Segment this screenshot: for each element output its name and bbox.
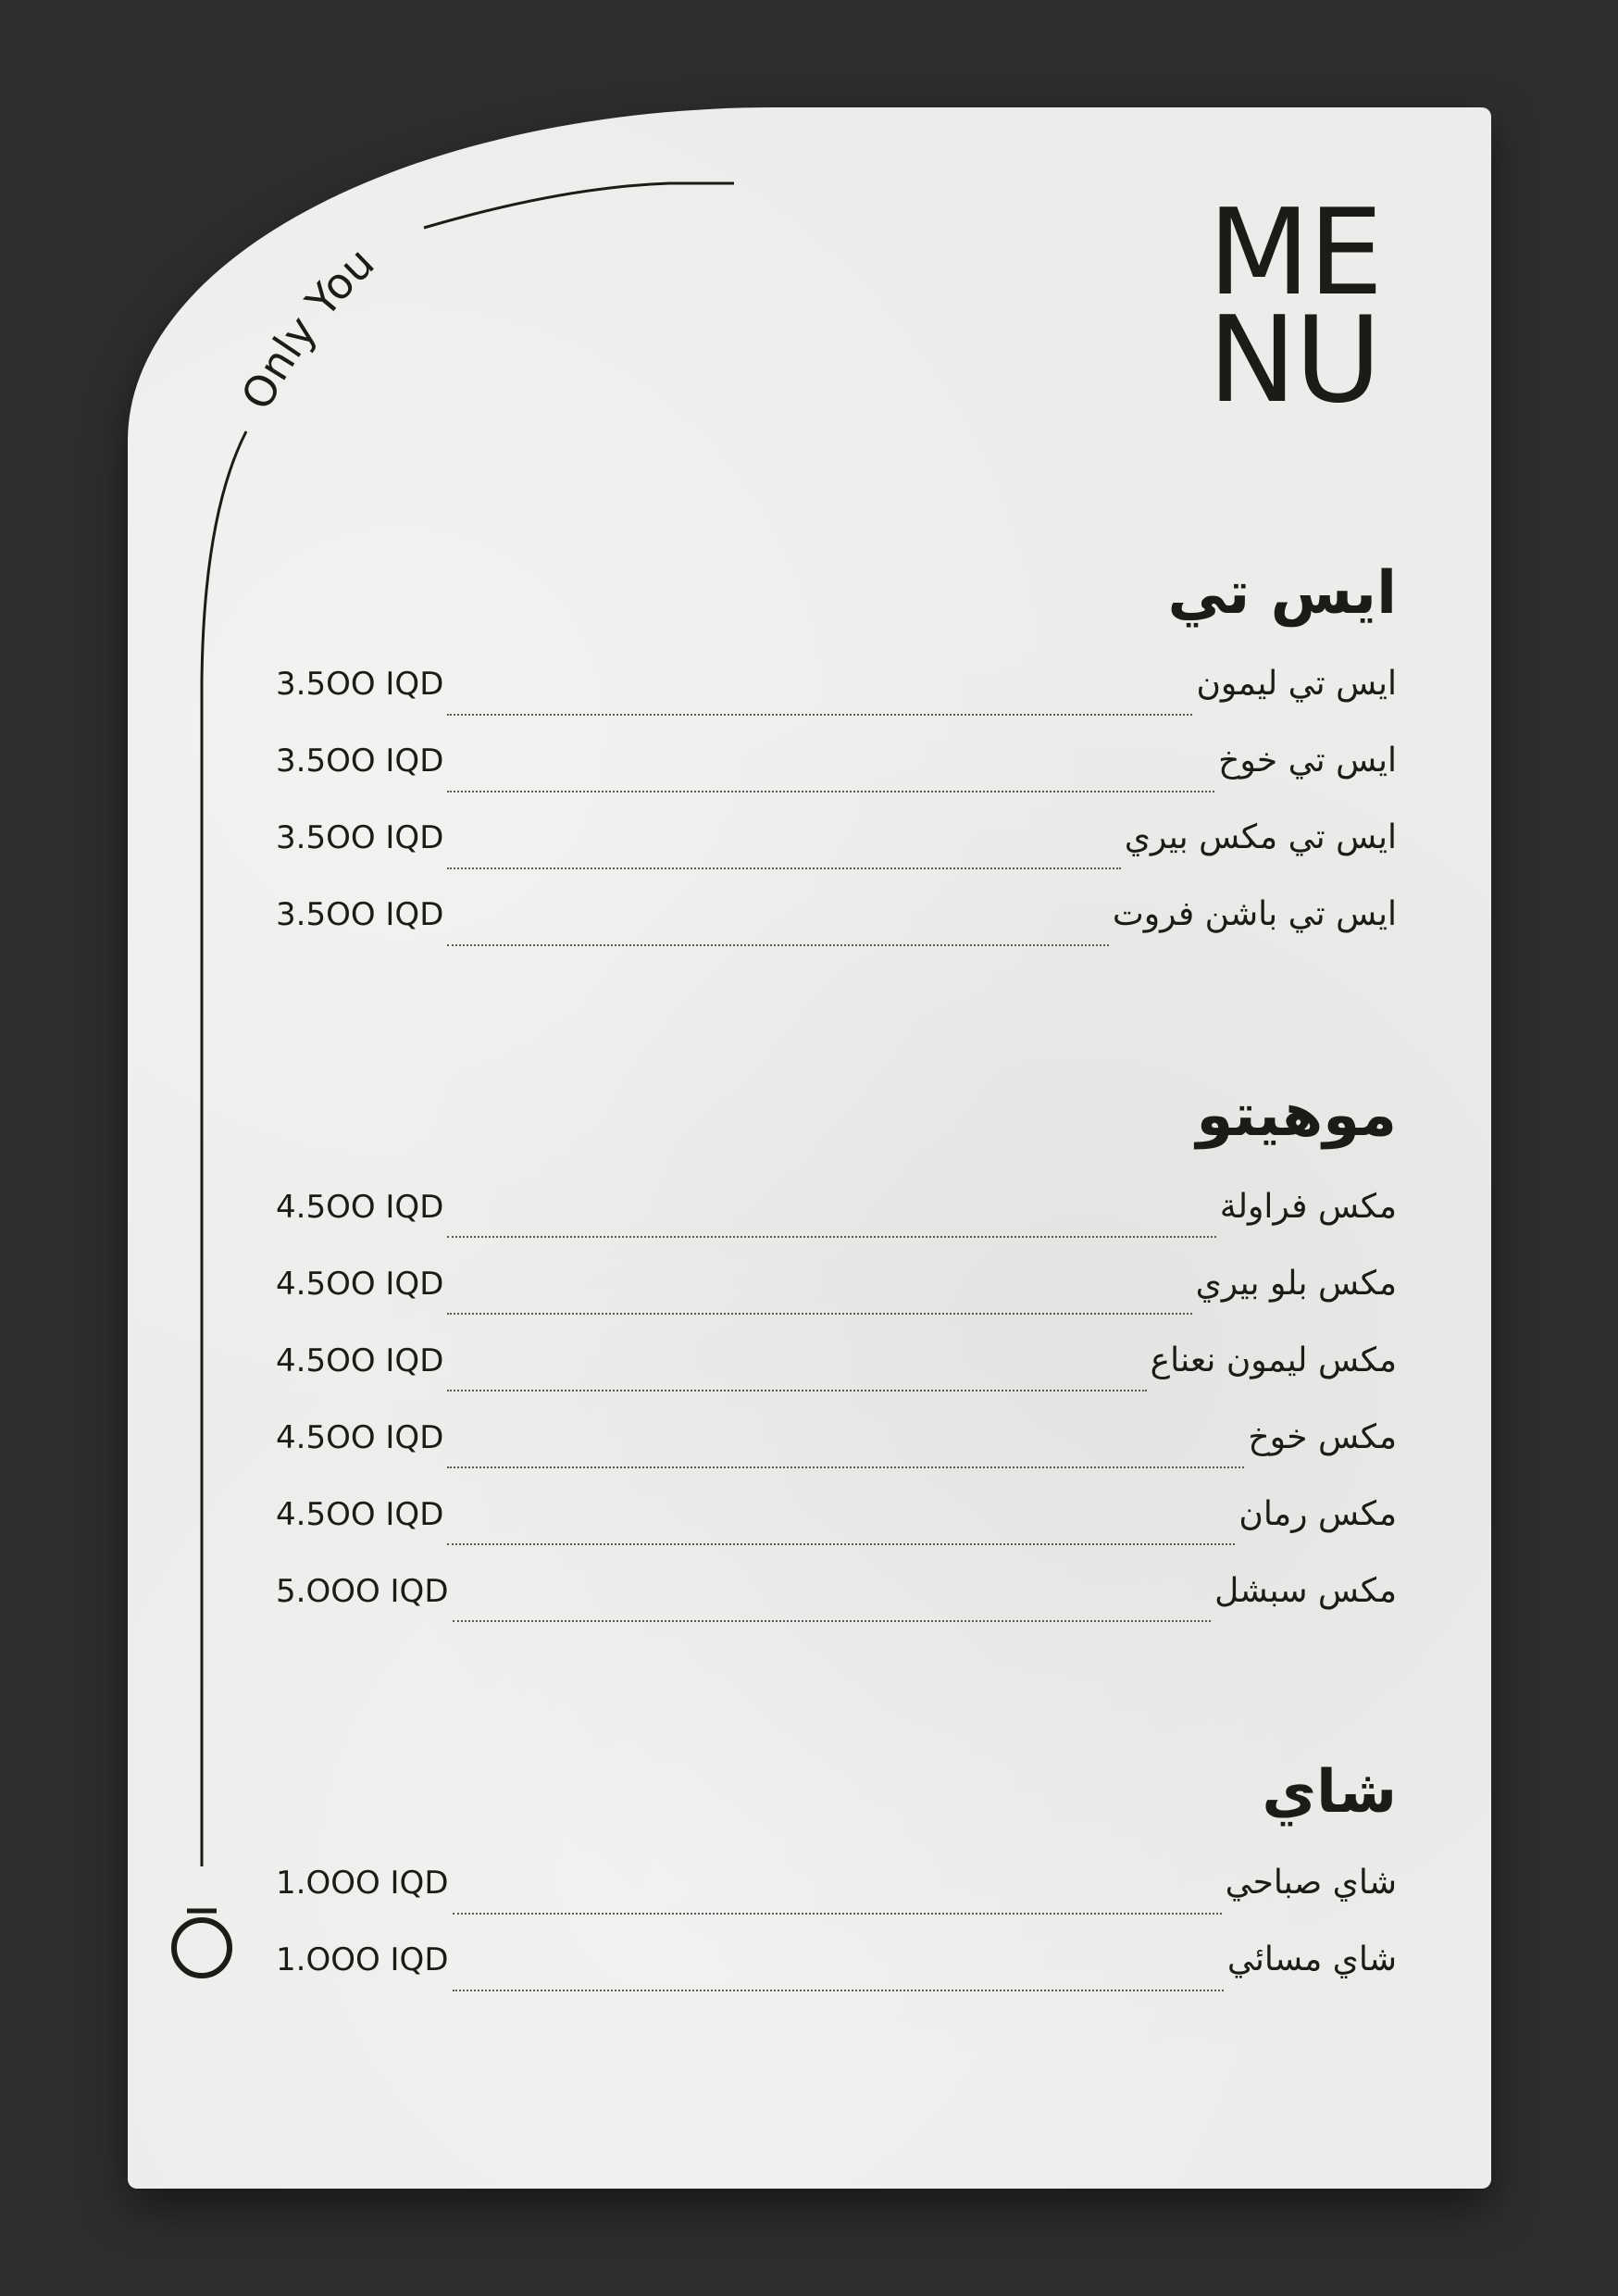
item-name: شاي مسائي bbox=[1226, 1940, 1397, 1979]
item-price: 4.5OO IQD bbox=[276, 1495, 444, 1533]
menu-card bbox=[128, 107, 1491, 2189]
menu-title bbox=[1208, 184, 1402, 430]
menu-item bbox=[276, 742, 1397, 818]
menu-item bbox=[276, 1940, 1397, 2017]
item-name: ايس تي باشن فروت bbox=[1112, 895, 1397, 934]
item-price: 3.5OO IQD bbox=[276, 666, 444, 704]
section-heading: ايس تي bbox=[1167, 559, 1397, 628]
menu-item bbox=[276, 1188, 1397, 1265]
item-name: مكس رمان bbox=[1238, 1494, 1397, 1533]
menu-item bbox=[276, 818, 1397, 895]
menu-item bbox=[276, 1265, 1397, 1341]
item-name: مكس خوخ bbox=[1248, 1417, 1397, 1456]
menu-item bbox=[276, 1864, 1397, 1940]
dot-leader bbox=[453, 1990, 1224, 1991]
menu-item bbox=[276, 1418, 1397, 1495]
section-iced-tea bbox=[276, 561, 1397, 972]
item-price: 3.5OO IQD bbox=[276, 896, 444, 934]
dot-leader bbox=[447, 1466, 1244, 1468]
dot-leader bbox=[447, 867, 1120, 869]
dot-leader bbox=[453, 1913, 1222, 1915]
item-price: 4.5OO IQD bbox=[276, 1265, 444, 1303]
brand-tagline: Only You bbox=[230, 237, 384, 418]
dot-leader bbox=[453, 1620, 1212, 1622]
item-name: مكس ليمون نعناع bbox=[1150, 1341, 1397, 1379]
menu-item bbox=[276, 1341, 1397, 1418]
item-price: 4.5OO IQD bbox=[276, 1341, 444, 1379]
dot-leader bbox=[447, 944, 1108, 946]
menu-body bbox=[276, 561, 1397, 2128]
dot-leader bbox=[447, 1543, 1235, 1545]
dot-leader bbox=[447, 1390, 1146, 1391]
item-price: 4.5OO IQD bbox=[276, 1418, 444, 1456]
item-name: مكس سبشل bbox=[1214, 1571, 1397, 1610]
item-price: 4.5OO IQD bbox=[276, 1188, 444, 1226]
section-heading: موهيتو bbox=[1196, 1081, 1397, 1151]
menu-item bbox=[276, 1495, 1397, 1572]
item-price: 3.5OO IQD bbox=[276, 819, 444, 857]
item-name: مكس بلو بيري bbox=[1195, 1264, 1397, 1303]
menu-title-line2: NU bbox=[1208, 292, 1380, 430]
logo-mark bbox=[174, 1911, 230, 1976]
item-price: 5.OOO IQD bbox=[276, 1572, 449, 1610]
dot-leader bbox=[447, 714, 1192, 716]
section-tea bbox=[276, 1757, 1397, 2017]
item-price: 1.OOO IQD bbox=[276, 1941, 449, 1979]
item-name: مكس فراولة bbox=[1219, 1187, 1397, 1226]
section-heading: شاي bbox=[1262, 1757, 1397, 1827]
menu-item bbox=[276, 665, 1397, 742]
item-name: شاي صباحي bbox=[1225, 1864, 1397, 1903]
menu-item bbox=[276, 895, 1397, 972]
item-name: ايس تي ليمون bbox=[1196, 665, 1397, 704]
section-mojito bbox=[276, 1083, 1397, 1648]
item-name: ايس تي مكس بيري bbox=[1124, 818, 1397, 857]
item-price: 3.5OO IQD bbox=[276, 742, 444, 780]
dot-leader bbox=[447, 1313, 1191, 1315]
item-name: ايس تي خوخ bbox=[1218, 742, 1397, 780]
item-price: 1.OOO IQD bbox=[276, 1865, 449, 1903]
menu-item bbox=[276, 1572, 1397, 1649]
dot-leader bbox=[447, 791, 1214, 792]
menu-title-line1: ME bbox=[1208, 184, 1382, 322]
dot-leader bbox=[447, 1236, 1215, 1238]
